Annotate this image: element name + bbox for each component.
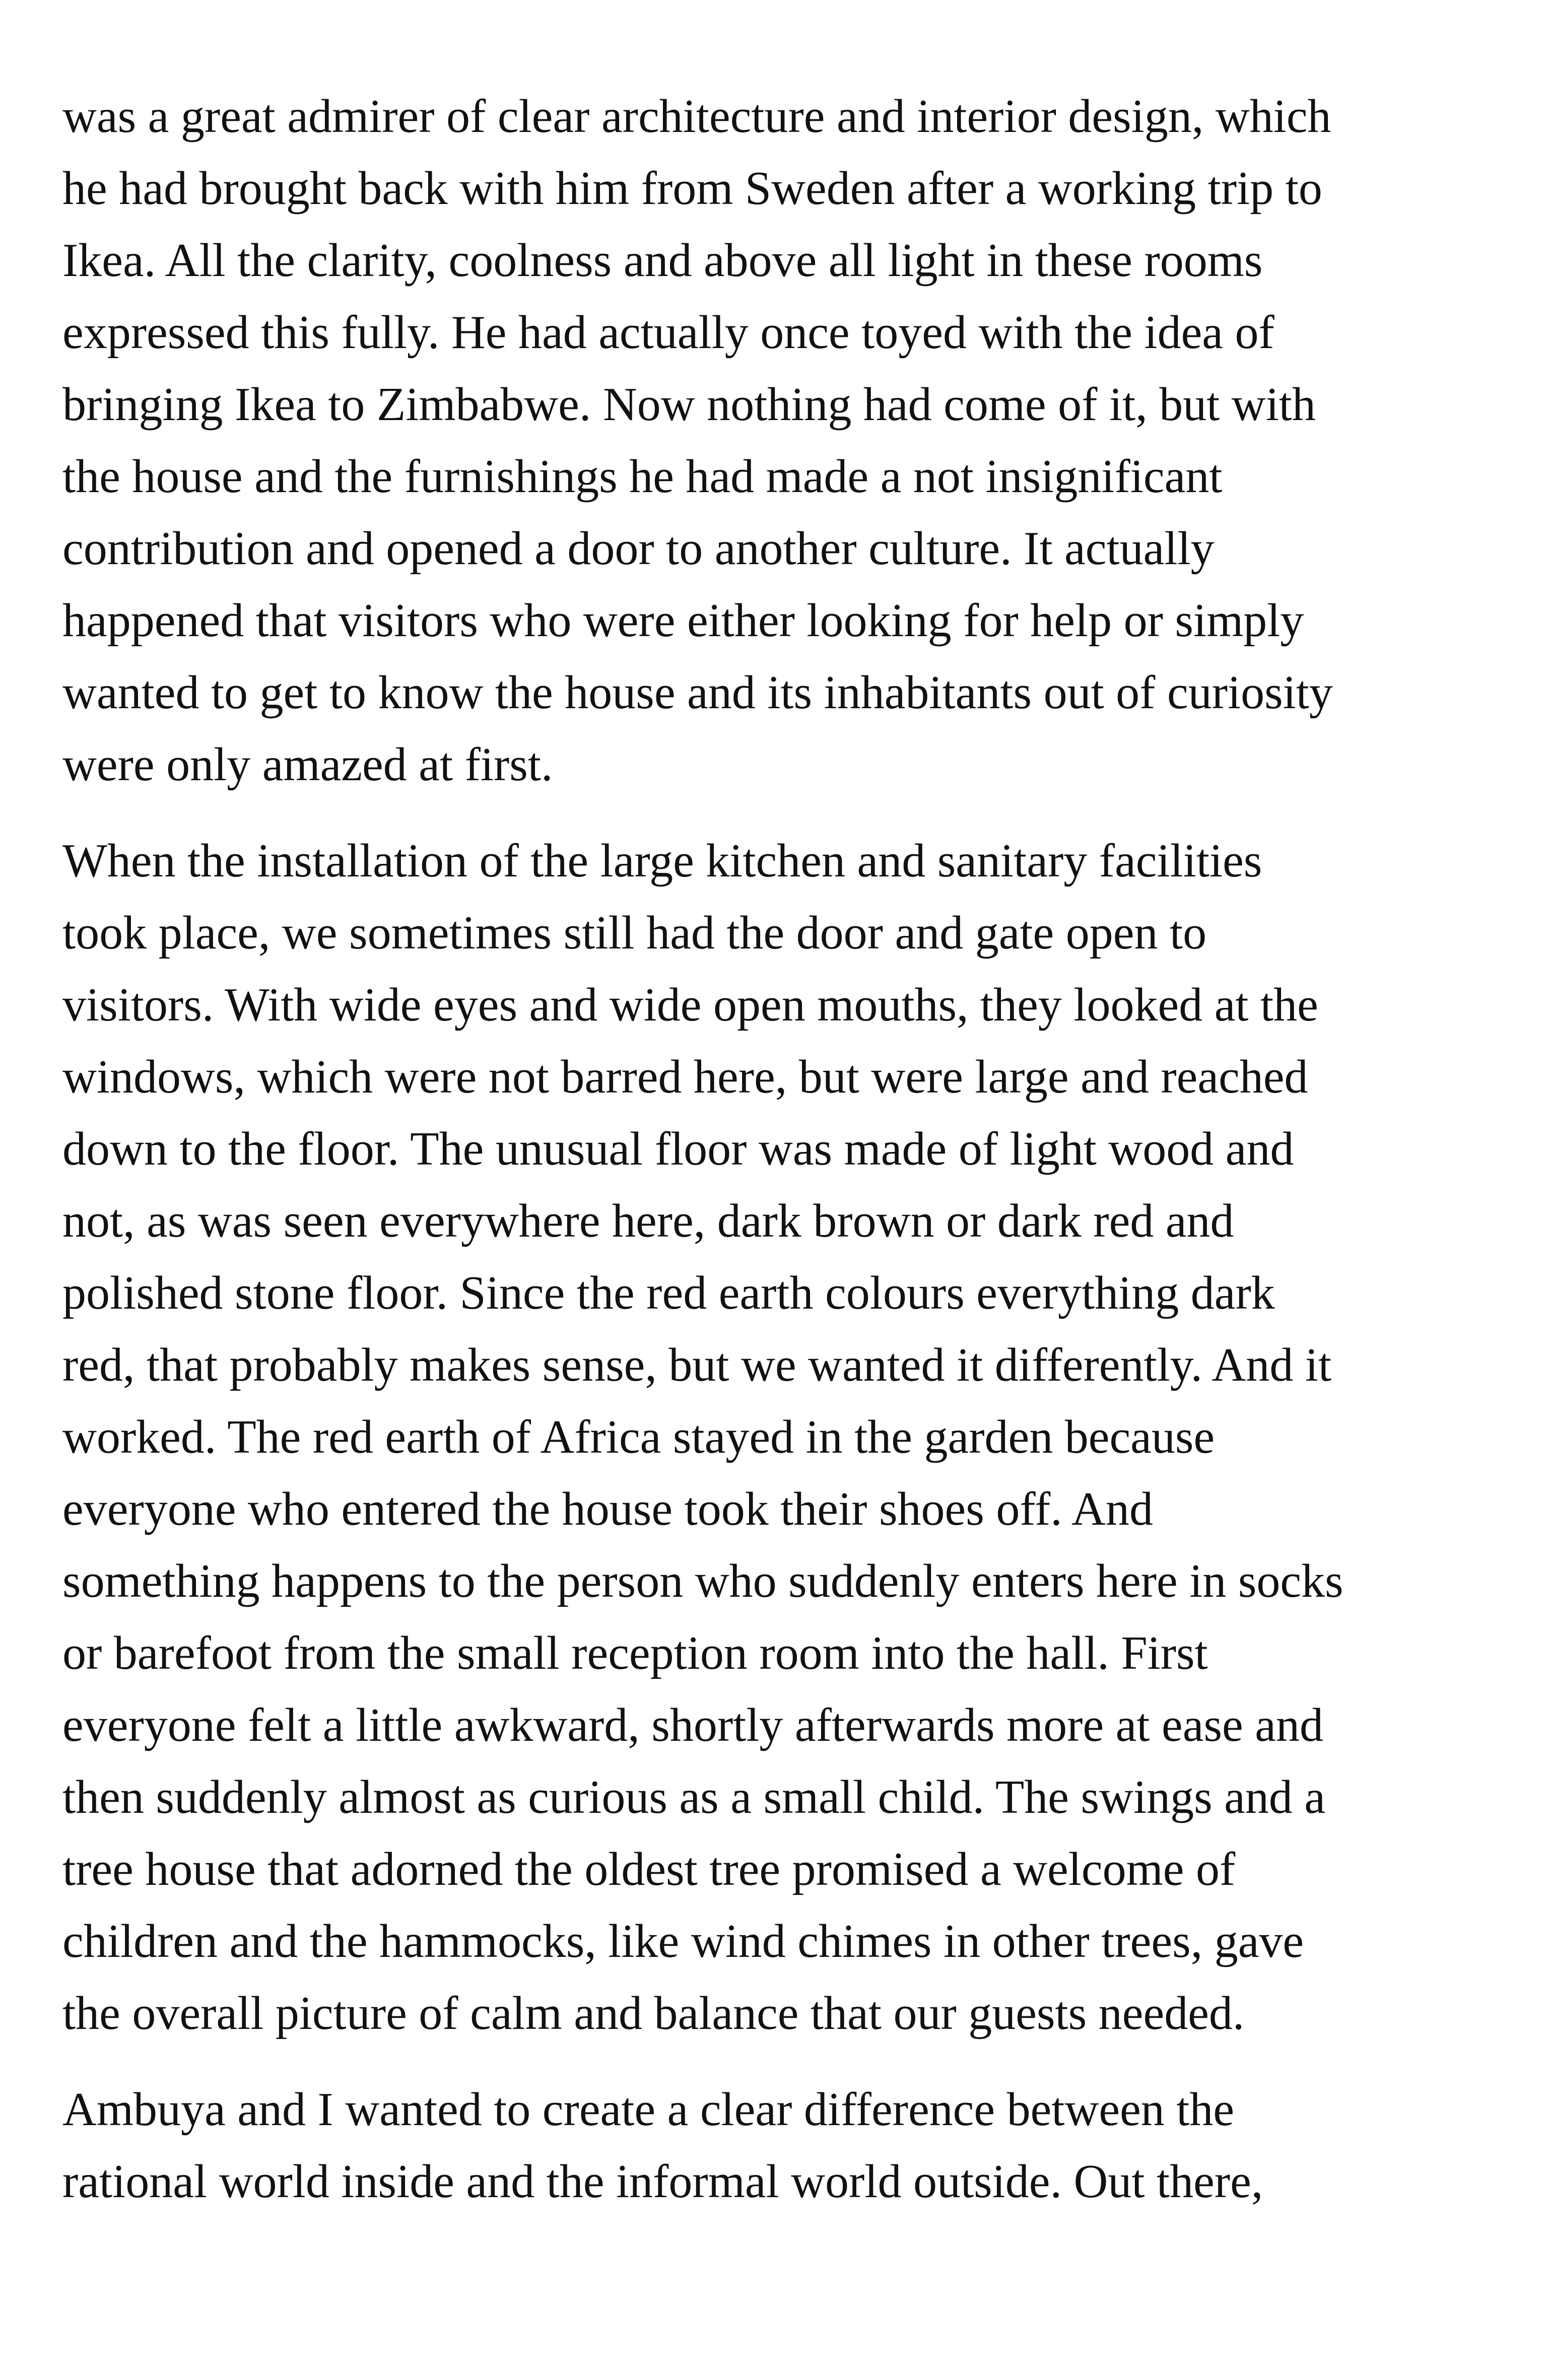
- text-line: were only amazed at first.: [62, 738, 553, 791]
- text-line: wanted to get to know the house and its inhabitants out of curiosity: [62, 666, 1333, 719]
- text-line: he had brought back with him from Sweden after a working trip to: [62, 162, 1322, 215]
- text-line: the overall picture of calm and balance that our guests needed.: [62, 1987, 1245, 2039]
- text-line: rational world inside and the informal world outside. Out there,: [62, 2155, 1263, 2208]
- text-line: children and the hammocks, like wind chimes in other trees, gave: [62, 1915, 1304, 1967]
- text-line: down to the floor. The unusual floor was made of light wood and: [62, 1123, 1294, 1175]
- text-line: everyone felt a little awkward, shortly afterwards more at ease and: [62, 1699, 1323, 1751]
- paragraph-2: [62, 825, 1493, 2050]
- text-line: When the installation of the large kitchen and sanitary facilities: [62, 835, 1262, 887]
- text-line: everyone who entered the house took their shoes off. And: [62, 1483, 1153, 1535]
- text-line: Ikea. All the clarity, coolness and above all light in these rooms: [62, 234, 1263, 287]
- text-line: visitors. With wide eyes and wide open mouths, they looked at the: [62, 979, 1318, 1031]
- text-line: contribution and opened a door to another culture. It actually: [62, 522, 1215, 575]
- text-line: then suddenly almost as curious as a small child. The swings and a: [62, 1771, 1326, 1823]
- text-line: worked. The red earth of Africa stayed in the garden because: [62, 1411, 1215, 1463]
- text-line: the house and the furnishings he had made a not insignificant: [62, 450, 1223, 503]
- text-line: polished stone floor. Since the red earth colours everything dark: [62, 1267, 1275, 1319]
- paragraph-1: [62, 81, 1493, 801]
- text-line: took place, we sometimes still had the door and gate open to: [62, 907, 1207, 959]
- text-line: tree house that adorned the oldest tree promised a welcome of: [62, 1843, 1236, 1895]
- text-line: or barefoot from the small reception room into the hall. First: [62, 1627, 1208, 1679]
- text-line: expressed this fully. He had actually once toyed with the idea of: [62, 306, 1274, 359]
- text-line: not, as was seen everywhere here, dark brown or dark red and: [62, 1195, 1234, 1247]
- text-line: windows, which were not barred here, but were large and reached: [62, 1051, 1308, 1103]
- text-line: Ambuya and I wanted to create a clear difference between the: [62, 2083, 1235, 2136]
- text-line: was a great admirer of clear architecture and interior design, which: [62, 90, 1331, 143]
- document-page: [62, 81, 1493, 2242]
- paragraph-3: [62, 2074, 1493, 2218]
- text-line: something happens to the person who suddenly enters here in socks: [62, 1555, 1343, 1607]
- text-line: red, that probably makes sense, but we wanted it differently. And it: [62, 1339, 1332, 1391]
- text-line: bringing Ikea to Zimbabwe. Now nothing had come of it, but with: [62, 378, 1316, 431]
- text-line: happened that visitors who were either looking for help or simply: [62, 594, 1304, 647]
